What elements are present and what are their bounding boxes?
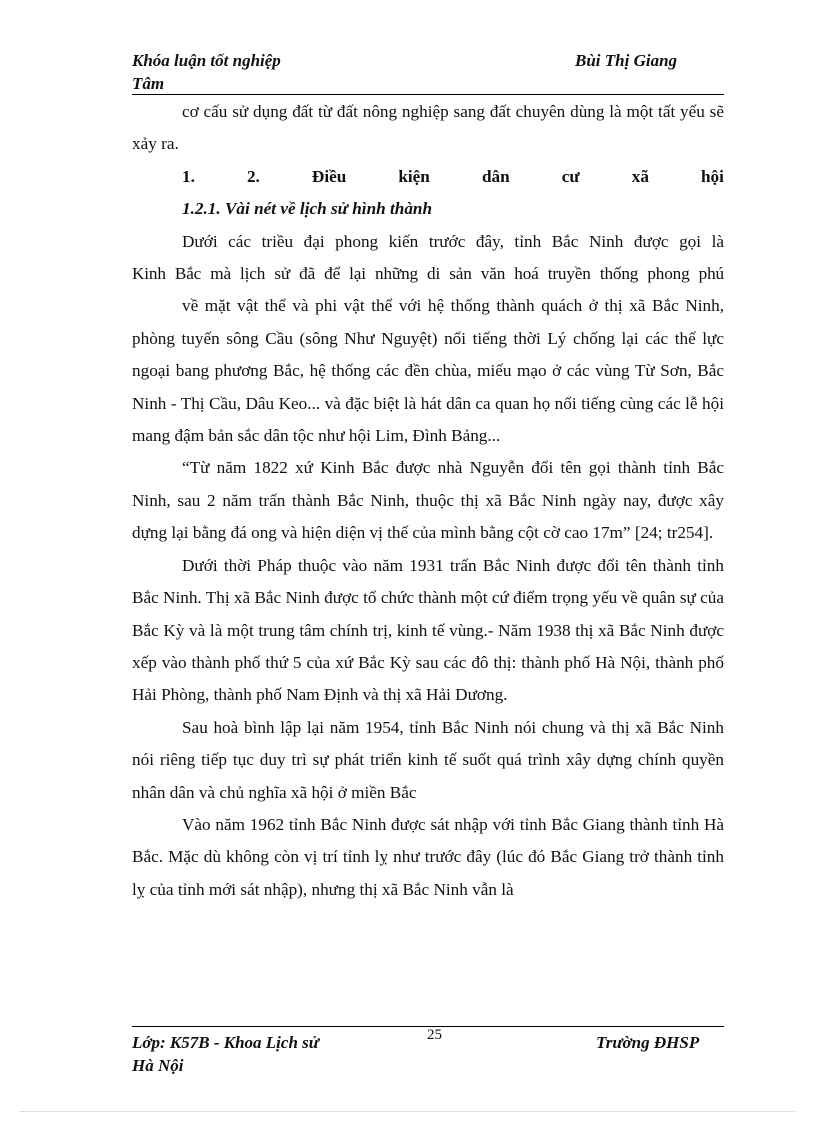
paragraph-3: Dưới thời Pháp thuộc vào năm 1931 trấn Bắc Ninh được đổi tên thành tỉnh Bắc Ninh. Thị xã Bắc Ninh được tổ chức thành một cứ điểm trọng yếu về quân sự của Bắc Kỳ và là một trung tâm chính trị, kinh tế vùng.- Năm 1938 thị xã Bắc Ninh được xếp vào thành phố thứ 5 của xứ Bắc Kỳ sau các đô thị: thành phố Hà Nội, thành phố Hải Phòng, thành phố Nam Định và thị xã Hải Dương. (132, 555, 724, 705)
header-left-line1: Khóa luận tốt nghiệp (132, 51, 281, 70)
footer-right: Trường ĐHSP (596, 1033, 700, 1052)
footer-left-line1: Lớp: K57B - Khoa Lịch sử (132, 1033, 319, 1052)
paragraph-4: Sau hoà bình lập lại năm 1954, tỉnh Bắc Ninh nói chung và thị xã Bắc Ninh nói riêng tiếp tục duy trì sự phát triển kinh tế suốt quá trình xây dựng chính quyền nhân dân và chủ nghĩa xã hội ở miền Bắc (132, 717, 724, 802)
paragraph-1-line-2: Kinh Bắc mà lịch sử đã để lại những di sản văn hoá truyền thống phong phú (132, 264, 724, 284)
quote-paragraph: “Từ năm 1822 xứ Kinh Bắc được nhà Nguyễn đổi tên gọi thành tỉnh Bắc Ninh, sau 2 năm trấn thành Bắc Ninh, thuộc thị xã Bắc Ninh ngày nay, được xây dựng lại bằng đá ong và hiện diện vị thế của mình bằng cột cờ cao 17m” [24; tr254]. (132, 458, 724, 543)
heading-word: dân (481, 166, 510, 186)
heading-word: xã (631, 166, 649, 186)
page-edge-dotted-line (20, 1111, 796, 1112)
page-body (132, 96, 724, 906)
paragraph-5: Vào năm 1962 tỉnh Bắc Ninh được sát nhập với tỉnh Bắc Giang thành tỉnh Hà Bắc. Mặc dù không còn vị trí tỉnh lỵ như trước đây (lúc đó Bắc Giang trở thành tỉnh lỵ của tỉnh mới sát nhập), nhưng thị xã Bắc Ninh vẫn là (132, 814, 724, 899)
heading-word: Điều (311, 166, 347, 186)
subsection-heading: 1.2.1. Vài nét về lịch sử hình thành (182, 199, 433, 219)
heading-word: kiện (398, 166, 430, 186)
heading-word: cư (561, 166, 580, 186)
heading-word: hội (700, 166, 724, 186)
section-heading (132, 161, 724, 193)
paragraph-1-rest: về mặt vật thể và phi vật thể với hệ thống thành quách ở thị xã Bắc Ninh, phòng tuyến sông Cầu (sông Như Nguyệt) nổi tiếng thời Lý chống lại các thế lực ngoại bang phương Bắc, hệ thống các đền chùa, miếu mạo ở các vùng Từ Sơn, Bắc Ninh - Thị Cầu, Dâu Keo... và đặc biệt là hát dân ca quan họ nổi tiếng cùng các lễ hội mang đậm bản sắc dân tộc như hội Lim, Đình Bảng... (132, 296, 724, 446)
paragraph-1-line-1: Dưới các triều đại phong kiến trước đây, tỉnh Bắc Ninh được gọi là (182, 231, 724, 251)
header-right: Bùi Thị Giang (575, 51, 678, 70)
header-rule (132, 94, 724, 95)
heading-word: 1. (182, 166, 195, 186)
page-number: 25 (427, 1027, 442, 1043)
heading-word: 2. (246, 166, 260, 186)
header-left-line2: Tâm (132, 74, 165, 93)
continuation-paragraph: cơ cấu sử dụng đất từ đất nông nghiệp sang đất chuyên dùng là một tất yếu sẽ xảy ra. (132, 102, 724, 154)
footer-left-line2: Hà Nội (132, 1056, 184, 1075)
